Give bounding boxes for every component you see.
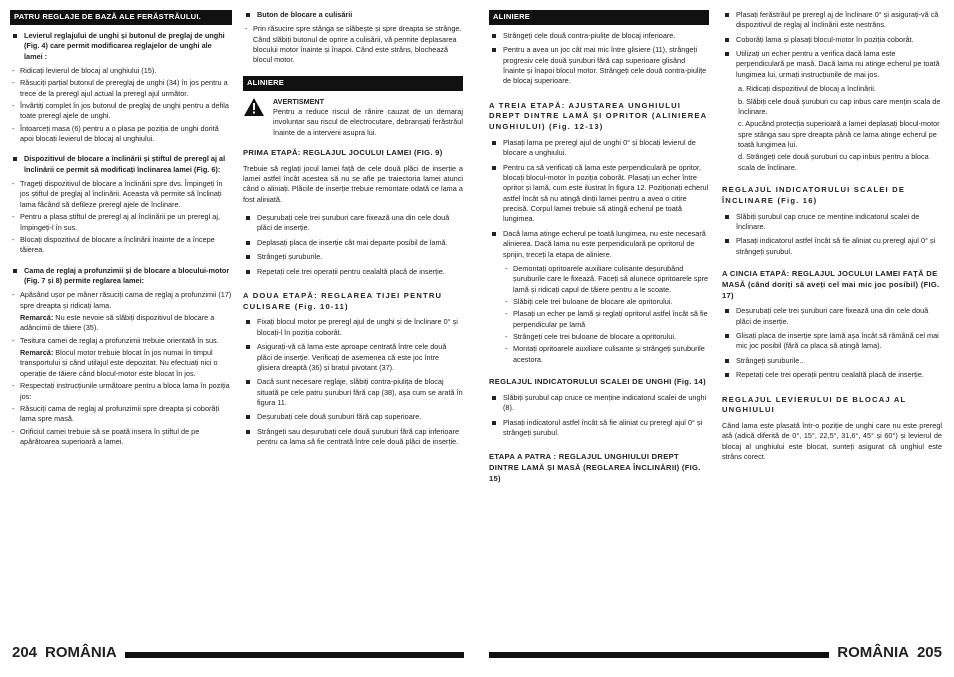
note-text: Blocul motor trebuie blocat în jos numai în timpul transportului și când utilajul este depozitat. Nu efectuați nici o operație de tăiere când blocul-motor este blocat în jos. — [20, 348, 218, 378]
dash-item: - Învârtiți complet în jos butonul de preglaj de unghi pentru a defila toate preregl ajele de unghi. — [10, 101, 232, 122]
bullet-item: Fixați blocul motor pe preregl ajul de unghi și de înclinare 0° și blocați-l în poziția coborât. — [243, 317, 463, 338]
dash-item: - Montați opritoarele auxiliare culisante și strângeți șuruburile acestora. — [503, 344, 709, 365]
bullet-item: Deșurubați cele două șuruburi fără cap superioare. — [243, 412, 463, 422]
bullet-item: Pentru a avea un joc cât mai mic între glisiere (11), strângeți progresiv cele două șuruburi fără cap superioare glisând înainte și înapoi blocul motor. Strângeți cele două contra-piulițe de blocaj superioare. — [489, 45, 709, 86]
page-number-left: 204 — [12, 644, 38, 661]
bullet-item: Dacă sunt necesare reglaje, slăbiți contra-piulița de blocaj situată pe cele patru șuruburi fără cap (38), așa cum se arată în figura 11. — [243, 377, 463, 408]
lettered-step: b. Slăbiți cele două șuruburi cu cap inbus care mențin scala de înclinare. — [738, 96, 941, 116]
dash-item: - Răsuciți parțial butonul de prereglaj de unghi (34) în jos pentru a trece de la preregl ajul actual la preregl ajul următor. — [10, 78, 232, 99]
page-number-right: 205 — [916, 644, 942, 661]
footer-label-right — [829, 644, 942, 661]
dash-item: - Prin răsucire spre stânga se slăbește și spre dreapta se strânge. Când slăbiți butonul de oprire a culisării, vă permite deplasarea blocului motor înainte și înapoi. Când este strâns, blochează blocul motor. — [243, 24, 463, 65]
bullet-item: Dacă lama atinge echerul pe toată lungimea, nu este necesară alinierea. Dacă lama nu este perpendiculară pe opritorul de sprijin, treceți la etapa de aliniere. — [489, 229, 709, 260]
bullet-item: Repetați cele trei operații pentru cealaltă placă de inserție. — [243, 267, 463, 277]
heading-angle-scale: REGLAJUL INDICATORULUI SCALEI DE UNGHI (Fig. 14) — [489, 377, 706, 387]
dash-item: - Slăbiți cele trei buloane de blocare ale opritorului. — [503, 297, 709, 307]
dash-item: - Strângeți cele trei buloane de blocare a opritorului. — [503, 332, 709, 342]
note-text: Nu este nevoie să slăbiți dispozitivul de blocare a adâncimii de tăiere (35). — [20, 313, 215, 333]
dash-item: - Apăsând ușor pe mâner răsuciți cama de reglaj a profunzimii (17) spre dreapta și ridicați lama. — [10, 290, 232, 311]
bullet-item: Strângeți șuruburile. — [243, 252, 463, 262]
lettered-step: d. Strângeți cele două șuruburi cu cap inbus pentru a bloca scala de înclinare. — [738, 152, 929, 172]
dash-item: - Orificiul camei trebuie să se poată insera în știftul de pe apărătoarea superioară a lamei. — [10, 427, 232, 448]
paragraph: Când lama este plasată într-o poziție de unghi care nu este preregl ată (adică diferită de 0°, 15°, 22,5°, 31,6°, 45° și 60°) și levierul de blocaj al unghiului este blocat, sunteți asigurat că unghiul este strâns corect. — [722, 421, 942, 462]
footer-left — [12, 644, 464, 661]
warning-triangle-icon — [243, 97, 267, 138]
bullet-item: Strângeți șuruburile.. — [722, 356, 942, 366]
bullet-item: Plasați indicatorul astfel încât să fie aliniat cu preregl ajul 0° și strângeți șurubul. — [722, 236, 942, 257]
bullet-item: Plasați ferăstrăul pe preregl aj de înclinare 0° și asigurați-vă că dispozitivul de reglaj al înclinării este nestrâns. — [722, 10, 942, 31]
heading-step-5: A CINCIA ETAPĂ: REGLAJUL JOCULUI LAMEI FAȚĂ DE MASĂ (când doriți să aveți cel mai mic joc posibil) (FIG. 17) — [722, 269, 940, 300]
bullet-item: Repetați cele trei operații pentru cealaltă placă de inserție. — [722, 370, 942, 380]
note-label: Remarcă: — [20, 348, 54, 358]
note-label: Remarcă: — [20, 313, 54, 323]
lettered-step: c. Apucând protecția superioară a lamei deplasați blocul-motor spre stânga sau spre dreapta până ce lama atinge echerul pe toată lungimea lui. — [738, 119, 940, 149]
bullet-item: Asigurați-vă că lama este aproape centrată între cele două plăci de inserție. Verificați de asemenea că este joc între glisiera dreaptă (36) și brațul pivotant (37). — [243, 342, 463, 373]
warning-title: AVERTISMENT — [273, 96, 324, 106]
bullet-angle-lever: Levierul reglajului de unghi și butonul de preglaj de unghi (Fig. 4) care permit modificarea reglajelor de unghi ale lamei : — [10, 31, 232, 62]
dash-item: - Ridicați levierul de blocaj al unghiului (15). — [10, 66, 232, 76]
bullet-item: Deșurubați cele trei șuruburi care fixează una din cele două plăci de inserție. — [243, 213, 463, 234]
warning-box — [243, 97, 463, 138]
note-remark — [20, 313, 232, 334]
section-title-alignment: ALINIERE — [243, 76, 463, 91]
dash-item: - Răsuciți cama de reglaj al profunzimii spre dreapta și coborâți lama spre masă. — [10, 404, 232, 425]
dash-item: - Trageți dispozitivul de blocare a înclinării spre dvs. Împingeți în jos știftul de preglaj al înclinării. Aceasta vă permite să înclinați lama făcând să defileze preregl ajele de înclinare. — [10, 179, 232, 210]
bullet-item: Plasați lama pe preregl ajul de unghi 0° și blocați levierul de blocare a unghiului. — [489, 138, 709, 159]
dash-item: - Respectați instrucțiunile următoare pentru a bloca lama în poziția jos: — [10, 381, 232, 402]
lettered-step: a. Ridicați dispozitivul de blocaj a înclinării. — [738, 84, 876, 94]
country-label-left: ROMÂNIA — [45, 644, 117, 661]
bullet-item: Pentru ca să verificați că lama este perpendiculară pe opritor, blocați blocul-motor în poziția coborât. Plasați un echer între opritor și lamă, cum este ilustrat în figura 12. Poziționați echerul astfel încât să nu atingă dinții lamei pentru a avea o citire precisă. Corpul lamei trebuie să atingă echerul pe toată lungimea. — [489, 163, 709, 225]
dash-item: - Plasați un echer pe lamă și reglați opritorul astfel încât să fie perpendicular pe lamă — [503, 309, 709, 330]
bullet-item: Coborâți lama și plasați blocul-motor în poziția coborât. — [722, 35, 942, 45]
bullet-item: Deșurubați cele trei șuruburi care fixează una din cele două plăci de inserție. — [722, 306, 942, 327]
section-title-basic-adjustments: PATRU REGLAJE DE BAZĂ ALE FERĂSTRĂULUI. — [10, 10, 232, 25]
footer-right — [489, 644, 942, 661]
dash-item: - Blocați dispozitivul de blocare a înclinării înainte de a începe tăierea. — [10, 235, 232, 256]
paragraph: Trebuie să reglați jocul lamei față de cele două plăci de inserție a lamei astfel încât acestea să nu se afle pe traiectoria lamei atunci când o aliniați. Plăcile de inserție trebuie remontate odată ce lama a fost aliniată. — [243, 163, 463, 204]
bullet-bevel-lock: Dispozitivul de blocare a înclinării și știftul de preregl aj al înclinării ce permit să modificați înclinarea lamei (Fig. 6): — [10, 154, 232, 175]
heading-step-3: A TREIA ETAPĂ: AJUSTAREA UNGHIULUI DREPT DINTRE LAMĂ ȘI OPRITOR (ALINIEREA UNGHIULUI) (Fig. 12-13) — [489, 100, 708, 132]
bullet-item: Utilizați un echer pentru a verifica dacă lama este perpendiculară pe masă. Dacă lama nu atinge echerul pe toată lungimea lui, urmați instrucțiunile de mai jos. — [722, 49, 942, 80]
bullet-depth-cam: Cama de reglaj a profunzimii și de blocare a blocului-motor (Fig. 7 și 8) permite reglarea lamei: — [10, 266, 232, 287]
section-title-alignment-2: ALINIERE — [489, 10, 709, 25]
bullet-item: Slăbiți șurubul cap cruce ce menține indicatorul scalei de unghi (8). — [489, 393, 709, 414]
bullet-slide-lock: Buton de blocare a culisării — [243, 10, 463, 20]
note-remark — [20, 348, 232, 379]
column-1 — [10, 10, 232, 449]
dash-item: - Întoarceți masa (6) pentru a o plasa pe poziția de unghi dorită apoi blocați levierul de blocaj al unghiului. — [10, 124, 232, 145]
dash-item: - Demontați opritoarele auxiliare culisante deșurubând șuruburile care le fixează. Faceți să alunece opritoarele spre lamă și ridicați capul de tăiere pentru a le scoate. — [503, 264, 709, 295]
warning-text: Pentru a reduce riscul de rănire cauzat de un demaraj involuntar sau riscul de electrocutare, debranșați ferăstrăul înainte de a interveni asupra lui. — [273, 106, 463, 137]
bullet-item: Strângeți cele două contra-piulițe de blocaj inferioare. — [489, 31, 709, 41]
column-2 — [243, 10, 463, 451]
bullet-item: Slăbiți șurubul cap cruce ce menține indicatorul scalei de înclinare. — [722, 212, 942, 233]
bullet-item: Glisați placa de inserție spre lamă așa încât să rămână cel mai mic joc posibil (fără ca placa să atingă lama). — [722, 331, 942, 352]
dash-item: - Tesitura camei de reglaj a profunzimii trebuie orientată în sus. — [10, 336, 232, 346]
heading-step-4: ETAPA A PATRA : REGLAJUL UNGHIULUI DREPT DINTRE LAMĂ ȘI MASĂ (REGLAREA ÎNCLINĂRII) (FIG. 15) — [489, 452, 701, 483]
dash-item: - Pentru a plasa știftul de preregl aj al înclinării pe un preregl aj, împingeți-l în sus. — [10, 212, 232, 233]
column-4 — [722, 10, 942, 466]
heading-step-1: PRIMA ETAPĂ: REGLAJUL JOCULUI LAMEI (FIG. 9) — [243, 147, 443, 157]
bullet-item: Plasați indicatorul astfel încât să fie aliniat cu preregl ajul 0° și strângeți șurubul. — [489, 418, 709, 439]
heading-step-2: A DOUA ETAPĂ: REGLAREA TIJEI PENTRU CULISARE (Fig. 10-11) — [243, 290, 443, 311]
column-3 — [489, 10, 709, 490]
bullet-item: Strângeți sau deșurubați cele două șuruburi fără cap inferioare pentru ca lama să fie centrată între cele două plăci de inserție. — [243, 427, 463, 448]
bullet-item: Deplasați placa de inserție cât mai departe posibil de lamă. — [243, 238, 463, 248]
heading-bevel-scale: REGLAJUL INDICATORULUI SCALEI DE ÎNCLINARE (Fig. 16) — [722, 185, 906, 205]
footer-label-left — [12, 644, 125, 661]
heading-angle-lock-lever: REGLAJUL LEVIERULUI DE BLOCAJ AL UNGHIULUI — [722, 394, 907, 415]
country-label-right: ROMÂNIA — [837, 644, 909, 661]
